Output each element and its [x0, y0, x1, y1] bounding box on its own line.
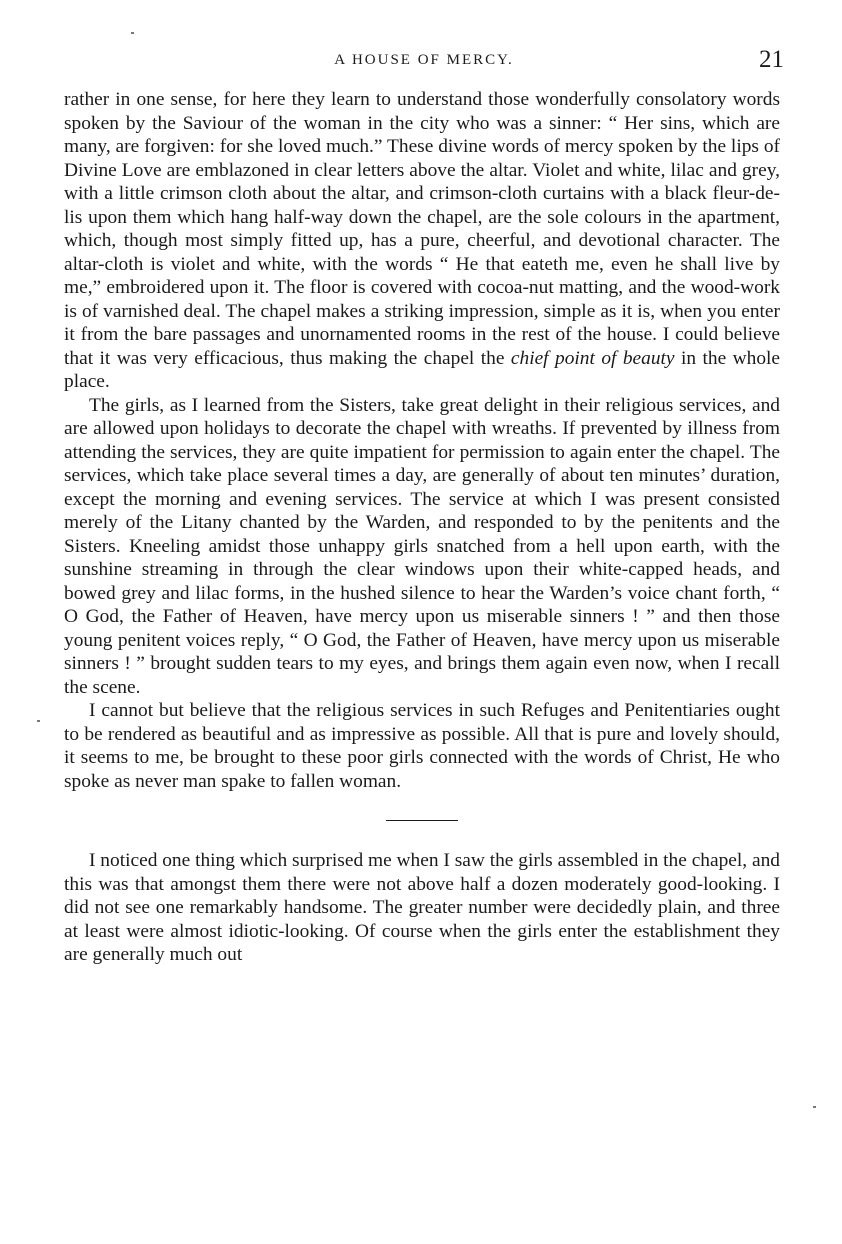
- margin-mark: [131, 32, 134, 34]
- body-text: [64, 88, 780, 967]
- paragraph-text: in the whole place.: [64, 347, 781, 392]
- page-number: 21: [759, 46, 784, 73]
- margin-mark: [37, 720, 40, 722]
- margin-mark: [813, 1106, 816, 1108]
- paragraph: I cannot but believe that the religious services in such Refuges and Penitentiaries ought to be rendered as beautiful and as impressive as possible. All that is pure and lovely should, it seems to me, be brought to these poor girls connected with the words of Christ, He who spoke as never man spake to fallen woman.: [64, 700, 780, 792]
- italic-phrase: chief point of beauty: [510, 347, 675, 369]
- running-title: A HOUSE OF MERCY.: [334, 52, 514, 68]
- paragraph-text: rather in one sense, for here they learn to understand those wonderfully consolatory words spoken by the Saviour of the woman in the city who was a sinner: “ Her sins, which are many, are forgiven: for she loved much.” These divine words of mercy spoken by the lips of Divine Love are emblazoned in clear letters above the altar. Violet and white, lilac and grey, with a little crimson cloth about the altar, and crimson-cloth curtains with a black fleur-de-lis upon them which hang half-way down the chapel, are the sole colours in the apartment, which, though most simply fitted up, has a pure, cheerful, and devotional character. The altar-cloth is violet and white, with the words “ He that eateth me, even he shall live by me,” embroidered upon it. The floor is covered with cocoa-nut matting, and the wood-work is of varnished deal. The chapel makes a striking impression, simple as it is, when you enter it from the bare passages and unornamented rooms in the rest of the house. I could believe that it was very efficacious, thus making the chapel the: [64, 89, 780, 369]
- paragraph: I noticed one thing which surprised me when I saw the girls assembled in the chapel, and this was that amongst them there were not above half a dozen moderately good-looking. I did not see one remarkably handsome. The greater number were decidedly plain, and three at least were almost idiotic-looking. Of course when the girls enter the establishment they are generally much out: [64, 850, 780, 965]
- section-divider: [386, 820, 458, 821]
- running-header: [64, 46, 784, 78]
- paragraph: [64, 88, 780, 394]
- paragraph: The girls, as I learned from the Sisters, take great delight in their religious services, and are allowed upon holidays to decorate the chapel with wreaths. If prevented by illness from attending the services, they are quite impatient for permission to again enter the chapel. The services, which take place several times a day, are generally of about ten minutes’ duration, except the morning and evening services. The service at which I was present consisted merely of the Litany chanted by the Warden, and responded to by the penitents and the Sisters. Kneeling amidst those unhappy girls snatched from a hell upon earth, with the sunshine streaming in through the clear windows upon their white-capped heads, and bowed grey and lilac forms, in the hushed silence to hear the Warden’s voice chant forth, “ O God, the Father of Heaven, have mercy upon us miserable sinners ! ” and then those young penitent voices reply, “ O God, the Father of Heaven, have mercy upon us miserable sinners ! ” brought sudden tears to my eyes, and brings them again even now, when I recall the scene.: [64, 394, 780, 698]
